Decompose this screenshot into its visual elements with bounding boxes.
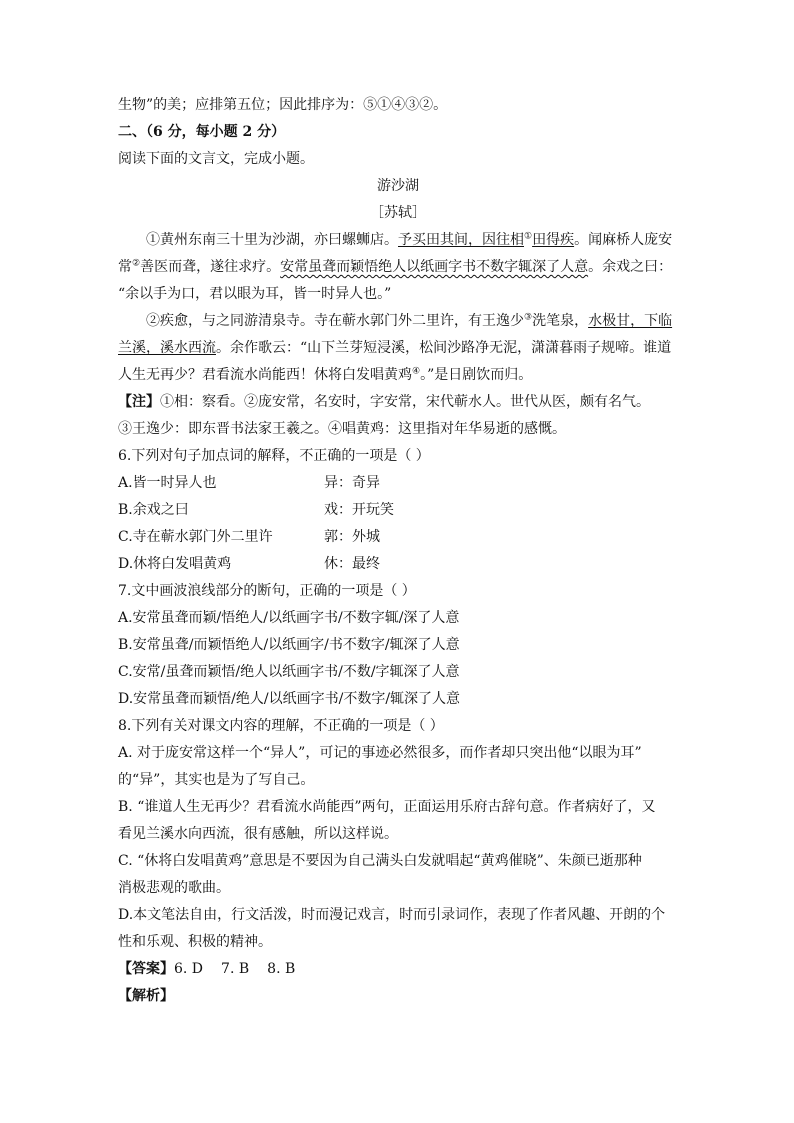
q7-option-a: A.安常虽聋而颖/悟绝人/以纸画字书/不数字辄/深了人意: [118, 610, 460, 626]
answer-label: 【答案】: [118, 961, 174, 977]
q7-option-b: B.安常虽聋/而颖悟绝人/以纸画字/书不数字/辄深了人意: [118, 637, 460, 653]
paragraph-1: [118, 227, 678, 308]
p1-underline-1: 予买田其间，因往相: [398, 232, 524, 248]
note-marker-4: ④: [412, 366, 421, 377]
p2-text-b: 洗笔泉，: [532, 313, 589, 329]
p1-text-f: “余以手为口，君以眼为耳，皆一时异人也。”: [118, 286, 392, 302]
instruction: 阅读下面的文言文，完成小题。: [118, 151, 314, 167]
q8-option-a-2: 的“异”，其实也是为了写自己。: [118, 772, 315, 788]
q6-option-c: C.寺在蕲水郭门外二里许 郭：外城: [118, 529, 380, 545]
q7-option-c: C.安常/虽聋而颖悟/绝人以纸画字书/不数/字辄深了人意: [118, 664, 460, 680]
p2-text-a: ②疾愈，与之同游清泉寺。寺在蕲水郭门外二里许，有王逸少: [146, 313, 524, 329]
p1-text-a: ①黄州东南三十里为沙湖，亦曰螺蛳店。: [146, 232, 398, 248]
p2-text-e: 。”是日剧饮而归。: [420, 367, 533, 383]
answer-8: 8. B: [267, 961, 296, 977]
q8-option-a-1: A. 对于庞安常这样一个“异人”，可记的事迹必然很多，而作者却只突出他“以眼为耳”: [118, 745, 642, 761]
p1-text-e: 。余戏之曰：: [588, 259, 673, 275]
q6-option-a: A.皆一时异人也 异：奇异: [118, 475, 380, 491]
answer-6: 6. D: [174, 961, 204, 977]
q8-option-d-2: 性和乐观、积极的精神。: [118, 934, 272, 950]
q6-option-d: D.休将白发唱黄鸡 休：最终: [118, 556, 380, 572]
q6-stem: 6.下列对句子加点词的解释，不正确的一项是（ ）: [118, 448, 430, 464]
document-page: [118, 92, 678, 1010]
notes-label: 【注】: [118, 394, 160, 410]
q8-option-c-2: 消极悲观的歌曲。: [118, 880, 230, 896]
passage-title: 游沙湖: [377, 178, 419, 194]
p2-text-c: 。余作歌云：“山下兰芽短浸溪，松间沙路净无泥，潇潇暮雨子规啼。谁道: [216, 340, 672, 356]
q7-option-d: D.安常虽聋而颖悟/绝人/以纸画字书/不数字/辄深了人意: [118, 691, 461, 707]
notes-line-2: ③王逸少：即东晋书法家王羲之。④唱黄鸡：这里指对年华易逝的感慨。: [118, 421, 566, 437]
q8-stem: 8.下列有关对课文内容的理解，不正确的一项是（ ）: [118, 718, 444, 734]
p1-text-b: 。闻麻桥人庞安: [574, 232, 673, 248]
paragraph-2: [118, 308, 678, 389]
p1-underline-2: 田得疾: [532, 232, 575, 248]
q8-option-c-1: C. “休将白发唱黄鸡”意思是不要因为自己满头白发就唱起“黄鸡催晓”、朱颜已逝那种: [118, 853, 642, 869]
p1-text-c: 常: [118, 259, 132, 275]
analysis-label: 【解析】: [118, 988, 174, 1004]
q7-stem: 7.文中画波浪线部分的断句，正确的一项是（ ）: [118, 583, 416, 599]
q8-option-d-1: D.本文笔法自由，行文活泼，时而漫记戏言，时而引录词作，表现了作者风趣、开朗的个: [118, 907, 666, 923]
q6-option-b: B.余戏之曰 戏：开玩笑: [118, 502, 394, 518]
q8-option-b-2: 看见兰溪水向西流，很有感触，所以这样说。: [118, 826, 398, 842]
passage-author: ［苏轼］: [370, 205, 426, 221]
p2-underline-1: 水极甘，下临: [588, 313, 673, 329]
p2-underline-2: 兰溪，溪水西流: [118, 340, 216, 356]
answer-7: 7. B: [221, 961, 250, 977]
q8-option-b-1: B. “谁道人生无再少？君看流水尚能西”两句，正面运用乐府古辞句意。作者病好了，又: [118, 799, 656, 815]
section-heading: 二、（6 分，每小题 2 分）: [118, 124, 286, 140]
p1-wavy-sentence: 安常虽聋而颖悟绝人以纸画字书不数字辄深了人意: [280, 259, 589, 275]
note-marker-1: ①: [524, 231, 533, 242]
note-marker-2: ②: [132, 258, 141, 269]
answer-line: [118, 956, 678, 983]
note-marker-3: ③: [524, 312, 533, 323]
p2-text-d: 人生无再少？君看流水尚能西！休将白发唱黄鸡: [118, 367, 412, 383]
intro-line: 生物”的美；应排第五位；因此排序为：⑤①④③②。: [118, 97, 448, 113]
p1-text-d: 善医而聋，遂往求疗。: [140, 259, 281, 275]
notes-line-1: [118, 389, 678, 416]
notes-text-1: ①相：察看。②庞安常，名安时，字安常，宋代蕲水人。世代从医，颇有名气。: [160, 394, 650, 410]
